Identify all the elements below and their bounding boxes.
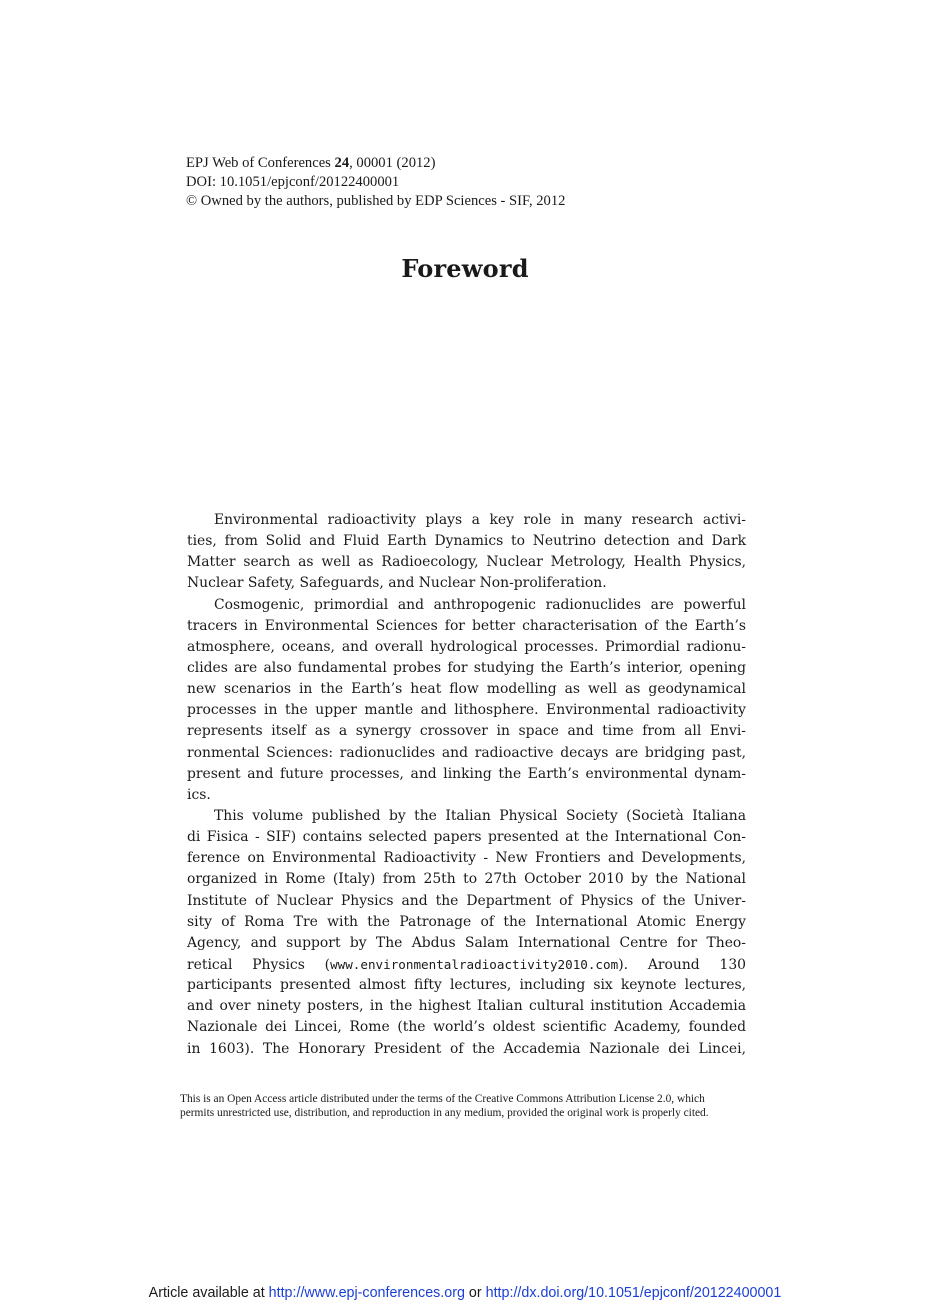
text-line: Environmental radioactivity plays a key role in many research activi- [214,512,746,528]
article-availability-footer: Article available at http://www.epj-conferences.org or http://dx.doi.org/10.1051/epjconf/20122400001 [148,1285,782,1301]
foreword-body [187,510,746,1060]
conference-url[interactable]: www.environmentalradioactivity2010.com [330,956,619,972]
text-line: Cosmogenic, primordial and anthropogenic radionuclides are powerful [214,596,746,613]
text-line: Nazionale dei Lincei, Rome (the world’s oldest scientific Academy, founded [187,1019,746,1036]
license-notice [180,1092,750,1120]
license-line: This is an Open Access article distributed under the terms of the Creative Commons Attribution License 2.0, which [180,1093,705,1105]
text-line: participants presented almost fifty lectures, including six keynote lectures, [187,977,746,994]
text-line: Agency, and support by The Abdus Salam International Centre for Theo- [187,934,746,951]
text-line: ties, from Solid and Fluid Earth Dynamics to Neutrino detection and Dark [187,533,746,550]
page-title: Foreword [401,254,529,283]
text-line: sity of Roma Tre with the Patronage of the International Atomic Energy [187,913,746,930]
text-line: ronmental Sciences: radionuclides and radioactive decays are bridging past, [187,744,746,761]
text-line: ference on Environmental Radioactivity - New Frontiers and Developments, [187,850,746,867]
text-line: and over ninety posters, in the highest Italian cultural institution Accademia [187,998,746,1015]
text-line: atmosphere, oceans, and overall hydrological processes. Primordial radionu- [187,638,746,655]
license-line: permits unrestricted use, distribution, and reproduction in any medium, provided the original work is properly cited. [180,1107,709,1119]
text-line-with-url: retical Physics (www.environmentalradioactivity2010.com). Around 130 [187,956,746,973]
text-line: ics. [187,786,211,803]
text-line: clides are also fundamental probes for studying the Earth’s interior, opening [187,659,746,676]
text-line: represents itself as a synergy crossover in space and time from all Envi- [187,723,746,740]
text-line: Institute of Nuclear Physics and the Department of Physics of the Univer- [187,892,746,909]
epj-conferences-link[interactable]: http://www.epj-conferences.org [268,1285,465,1301]
text-line: new scenarios in the Earth’s heat flow modelling as well as geodynamical [187,681,746,698]
text-line: Nuclear Safety, Safeguards, and Nuclear Non-proliferation. [187,575,607,592]
doi-line: DOI: 10.1051/epjconf/20122400001 [186,174,400,190]
text-line: Matter search as well as Radioecology, Nuclear Metrology, Health Physics, [187,554,746,571]
text-line: in 1603). The Honorary President of the Accademia Nazionale dei Lincei, [187,1040,746,1057]
journal-citation: EPJ Web of Conferences 24, 00001 (2012) [186,155,436,171]
text-line: organized in Rome (Italy) from 25th to 27th October 2010 by the National [187,871,746,888]
doi-link[interactable]: http://dx.doi.org/10.1051/epjconf/20122400001 [485,1285,782,1301]
copyright-line: © Owned by the authors, published by EDP Sciences - SIF, 2012 [186,193,566,209]
text-line: This volume published by the Italian Physical Society (Società Italiana [214,807,746,824]
text-line: tracers in Environmental Sciences for better characterisation of the Earth’s [187,617,746,634]
text-line: di Fisica - SIF) contains selected papers presented at the International Con- [187,829,746,846]
text-line: present and future processes, and linking the Earth’s environmental dynam- [187,765,746,782]
text-line: processes in the upper mantle and lithosphere. Environmental radioactivity [187,702,746,719]
citation-header [186,154,565,211]
